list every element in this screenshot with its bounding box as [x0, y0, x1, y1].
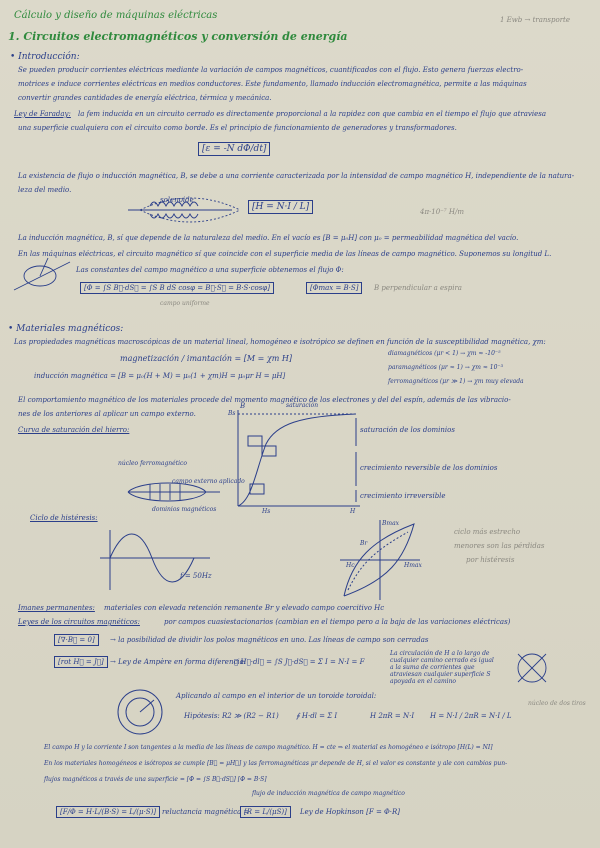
reluctance-label: reluctancia magnética = [162, 808, 250, 816]
toroid-eq-2: H 2πR = N·I [370, 712, 415, 720]
magnetic-circuit-laws-label: Leyes de los circuitos magnéticos: [18, 618, 140, 626]
toroid-hypothesis: Hipótesis: R2 ≫ (R2 − R1) [184, 712, 279, 720]
rot-h-equation: [rot H⃗ = J⃗] [54, 656, 108, 668]
paramagnetic-type: paramagnéticos (μr ≈ 1) → χm ≈ 10⁻³ [388, 364, 503, 371]
hc-label: Hc [346, 562, 355, 569]
anno-irreversible: crecimiento irreversible [360, 492, 446, 500]
flux-loop-drawing [14, 258, 70, 290]
diamagnetic-type: diamagnéticos (μr < 1) → χm ≈ -10⁻⁵ [388, 350, 501, 357]
toroid-side-note: núcleo de dos tiros [528, 700, 586, 707]
hs-label: Hs [262, 508, 271, 515]
toroid-arrows-drawing [518, 654, 546, 682]
field-note-1: El campo H y la corriente I son tangentes a la media de las líneas de campo magnético. H = cte ⇒ el material es homogéneo e isótropo [H(L) = NI] [44, 744, 493, 751]
anno-reversible: crecimiento reversible de los dominios [360, 464, 498, 472]
hysteresis-loop-chart [340, 520, 420, 600]
page-header-title: Cálculo y diseño de máquinas eléctricas [14, 10, 218, 21]
ampere-note: La circulación de H a lo largo de cualquier camino cerrado es igual a la suma de corrientes que atraviesan cualquier superficie S apoyada en el camino [390, 650, 494, 685]
field-line-2: leza del medio. [18, 186, 72, 194]
b-equation: inducción magnética = [B = μ₀(H + M) = μ₀(1 + χm)H = μ₀μr H = μH] [34, 372, 286, 380]
div-b-equation: [∇·B⃗ = 0] [54, 634, 99, 646]
toroid-eq-3: H = N·I / 2πR = N·I / L [430, 712, 512, 720]
rot-h-text: → Ley de Ampère en forma diferencial [110, 658, 247, 666]
magnetization-equation: magnetización / imantación = [M = χm H] [120, 354, 292, 363]
hmax-label: Hmax [404, 562, 422, 569]
intro-heading: • Introducción: [10, 52, 80, 62]
flux-intro: Las constantes del campo magnético a una superficie obtenemos el flujo Φ: [76, 266, 344, 274]
div-b-text: → la posibilidad de dividir los polos magnéticos en uno. Las líneas de campo son cerradas [110, 636, 429, 644]
faraday-label: Ley de Faraday: [14, 110, 71, 118]
bs-label: Bs [228, 410, 236, 417]
faraday-line-2: una superficie cualquiera con el circuito como borde. Es el principio de funcionamiento de generadores y transformadores. [18, 124, 457, 132]
mu0-value: 4π·10⁻⁷ H/m [420, 208, 465, 216]
br-label: Br [360, 540, 368, 547]
perm-line-2: En las máquinas eléctricas, el circuito magnético sí que coincide con el superficie media de las líneas de campo magnético. Suponemos su longitud L. [18, 250, 552, 258]
flux-equation: [Φ = ∫S B⃗·dS⃗ = ∫S B dS cosφ = B⃗·S⃗ = B·S·cosφ] [80, 282, 274, 294]
saturation-label: saturación [286, 402, 319, 409]
toroid-intro: Aplicando al campo en el interior de un toroide toroidal: [176, 692, 377, 700]
permanent-magnets-label: Imanes permanentes: [18, 604, 95, 612]
field-line-1: La existencia de flujo o inducción magnética, B, se debe a una corriente caracterizada por la intensidad de campo magnético H, independiente de la natura- [18, 172, 575, 180]
chapter-title: 1. Circuitos electromagnéticos y conversión de energía [8, 30, 348, 43]
flux-max-equation: [Φmax = B·S] [306, 282, 362, 294]
reluctance-ratio-equation: [F/Φ = H·L/(B·S) = L/(μ·S)] [56, 806, 160, 818]
behaviour-line-1: El comportamiento magnético de los materiales procede del momento magnético de los electrones y del del espín, además de las vibracio- [18, 396, 511, 404]
materials-line-1: Las propiedades magnéticas macroscópicas de un material lineal, homogéneo e isotrópico se definen en función de la susceptibilidad magnética, χm: [14, 338, 546, 346]
flux-uniform-note: campo uniforme [160, 300, 210, 307]
hysteresis-note-1: ciclo más estrecho [454, 528, 521, 536]
hopkinson-law: Ley de Hopkinson [F = Φ·R] [300, 808, 401, 816]
bmax-label: Bmax [382, 520, 400, 527]
hysteresis-label: Ciclo de histéresis: [30, 514, 98, 522]
ampere-equation: ∮ H⃗·dl⃗ = ∫S J⃗·dS⃗ = Σ I = N·I = F [234, 658, 365, 666]
faraday-line-1: la fem inducida en un circuito cerrado es directamente proporcional a la rapidez con que cambia en el tiempo el flujo que atraviesa [78, 110, 547, 118]
flux-note: B perpendicular a espira [374, 284, 462, 292]
saturation-curve-chart [238, 410, 360, 506]
core-sketch [128, 483, 220, 501]
axis-h-label: H [350, 508, 356, 515]
external-field-label: campo externo aplicado [172, 478, 245, 485]
core-label: núcleo ferromagnético [118, 460, 188, 467]
sine-wave-chart [100, 530, 210, 590]
h-equation: [H = N·I / L] [248, 200, 313, 214]
frequency-label: f = 50Hz [180, 572, 212, 580]
field-note-3: flujos magnéticos a través de una superficie = [Φ = ∫S B⃗·dS⃗] [Φ = B·S] [44, 776, 267, 783]
perm-line-1: La inducción magnética, B, sí que depende de la naturaleza del medio. En el vacío es [B = μ₀H] con μ₀ = permeabilidad magnética del vacío. [18, 234, 519, 242]
magnetic-circuit-laws-text: por campos cuasiestacionarios (cambian en el tiempo pero a la baja de las variaciones eléctricas) [164, 618, 511, 626]
toroid-eq-1: ∮ H·dl = Σ I [296, 712, 338, 720]
flux-definition-label: flujo de inducción magnética de campo magnético [252, 790, 405, 797]
ferromagnetic-type: ferromagnéticos (μr ≫ 1) → χm muy elevada [388, 378, 524, 385]
toroid-drawing [118, 690, 162, 734]
hysteresis-note-2: menores son las pérdidas [454, 542, 545, 550]
materials-heading: • Materiales magnéticos: [8, 324, 124, 334]
domains-label: dominios magnéticos [152, 506, 217, 513]
intro-line-3: convertir grandes cantidades de energía eléctrica, térmica y mecánica. [18, 94, 272, 102]
reluctance-equation: [R = L/(μS)] [240, 806, 291, 818]
corner-note: 1 Ewb → transporte [500, 16, 571, 24]
intro-line-1: Se pueden producir corrientes eléctricas mediante la variación de campos magnéticos, cuantificados con el flujo. Esto genera fuerzas electro- [18, 66, 524, 74]
faraday-equation: [ε = -N dΦ/dt] [198, 142, 270, 156]
intro-line-2: motrices e induce corrientes eléctricas en medios conductores. Este fundamento, llamado inducción electromagnética, permite a las máquinas [18, 80, 527, 88]
permanent-magnets-text: materiales con elevada retención remanente Br y elevado campo coercitivo Hc [104, 604, 385, 612]
anno-saturation: saturación de los dominios [360, 426, 455, 434]
hysteresis-note-3: por histéresis [466, 556, 515, 564]
axis-b-label: B [240, 402, 246, 410]
behaviour-line-2: nes de los anteriores al aplicar un campo externo. [18, 410, 196, 418]
field-note-2: En los materiales homogéneos e isótropos se cumple [B⃗ = μH⃗] y las ferromagnéticas μr depende de H, si el valor es constante y ale con cambios pun- [44, 760, 508, 767]
saturation-curve-label: Curva de saturación del hierro: [18, 426, 130, 434]
solenoid-label: solenoide [160, 196, 194, 204]
